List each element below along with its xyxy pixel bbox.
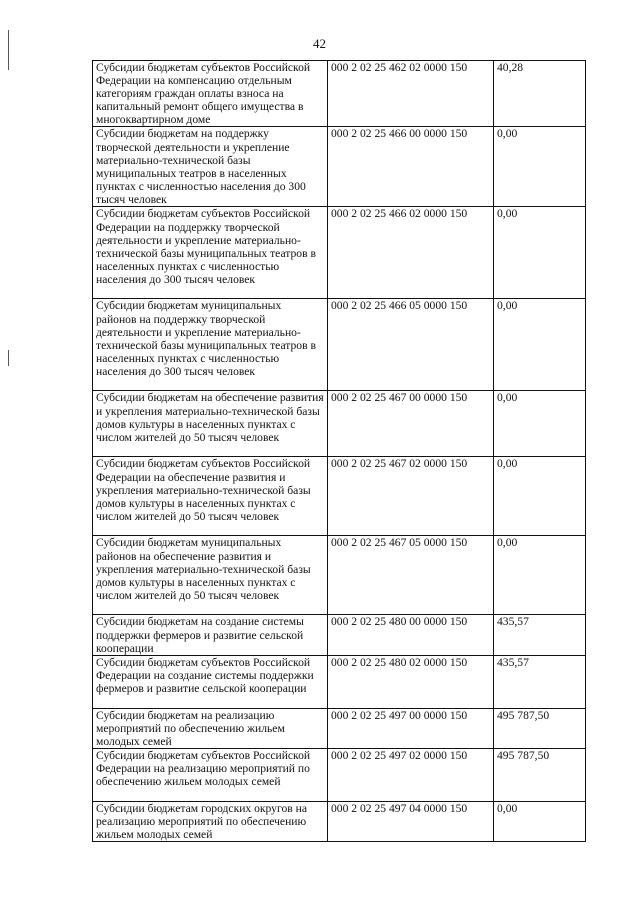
amount-cell: 0,00 (494, 536, 586, 615)
amount-cell: 0,00 (494, 802, 586, 842)
subsidy-name-cell: Субсидии бюджетам муниципальных районов на обеспечение развития и укрепления материально-технической базы домов культуры в населенных пунктах с числом жителей до 50 тысяч человек (93, 536, 328, 615)
table-row (93, 615, 586, 655)
scan-margin-mark (8, 350, 9, 366)
amount-cell: 0,00 (494, 391, 586, 457)
budget-code-cell: 000 2 02 25 480 00 0000 150 (328, 615, 494, 655)
subsidy-name-cell: Субсидии бюджетам на реализацию мероприятий по обеспечению жильем молодых семей (93, 708, 328, 748)
table-row (93, 457, 586, 536)
amount-cell: 495 787,50 (494, 749, 586, 802)
amount-cell: 0,00 (494, 127, 586, 207)
amount-cell: 435,57 (494, 655, 586, 708)
budget-code-cell: 000 2 02 25 467 05 0000 150 (328, 536, 494, 615)
budget-code-cell: 000 2 02 25 462 02 0000 150 (328, 61, 494, 127)
budget-code-cell: 000 2 02 25 467 00 0000 150 (328, 391, 494, 457)
subsidy-name-cell: Субсидии бюджетам субъектов Российской Федерации на компенсацию отдельным категориям граждан оплаты взноса на капитальный ремонт общего имущества в многоквартирном доме (93, 61, 328, 127)
budget-code-cell: 000 2 02 25 497 04 0000 150 (328, 802, 494, 842)
amount-cell: 0,00 (494, 299, 586, 391)
table-row (93, 127, 586, 207)
amount-cell: 495 787,50 (494, 708, 586, 748)
subsidy-name-cell: Субсидии бюджетам субъектов Российской Федерации на поддержку творческой деятельности и укрепление материально-технической базы муниципальных театров в населенных пунктах с численностью населения до 300 тысяч человек (93, 207, 328, 299)
table-row (93, 655, 586, 708)
amount-cell: 40,28 (494, 61, 586, 127)
table-row (93, 391, 586, 457)
table-row (93, 207, 586, 299)
budget-code-cell: 000 2 02 25 466 05 0000 150 (328, 299, 494, 391)
table-row (93, 708, 586, 748)
subsidy-name-cell: Субсидии бюджетам на обеспечение развития и укрепления материально-технической базы домов культуры в населенных пунктах с числом жителей до 50 тысяч человек (93, 391, 328, 457)
budget-code-cell: 000 2 02 25 480 02 0000 150 (328, 655, 494, 708)
table-row (93, 299, 586, 391)
amount-cell: 435,57 (494, 615, 586, 655)
subsidy-name-cell: Субсидии бюджетам на поддержку творческой деятельности и укрепление материально-технической базы муниципальных театров в населенных пунктах с численностью населения до 300 тысяч человек (93, 127, 328, 207)
subsidy-name-cell: Субсидии бюджетам городских округов на реализацию мероприятий по обеспечению жильем молодых семей (93, 802, 328, 842)
page-number: 42 (313, 36, 326, 51)
amount-cell: 0,00 (494, 457, 586, 536)
subsidy-name-cell: Субсидии бюджетам на создание системы поддержки фермеров и развитие сельской кооперации (93, 615, 328, 655)
table-row (93, 536, 586, 615)
subsidy-name-cell: Субсидии бюджетам субъектов Российской Федерации на реализацию мероприятий по обеспечению жильем молодых семей (93, 749, 328, 802)
table-row (93, 802, 586, 842)
subsidy-name-cell: Субсидии бюджетам муниципальных районов на поддержку творческой деятельности и укрепление материально-технической базы муниципальных театров в населенных пунктах с численностью населения до 300 тысяч человек (93, 299, 328, 391)
budget-code-cell: 000 2 02 25 466 00 0000 150 (328, 127, 494, 207)
table-row (93, 61, 586, 127)
budget-code-cell: 000 2 02 25 466 02 0000 150 (328, 207, 494, 299)
budget-code-cell: 000 2 02 25 497 00 0000 150 (328, 708, 494, 748)
table-row (93, 749, 586, 802)
budget-subsidies-table (92, 60, 586, 842)
subsidy-name-cell: Субсидии бюджетам субъектов Российской Федерации на создание системы поддержки фермеров и развитие сельской кооперации (93, 655, 328, 708)
budget-code-cell: 000 2 02 25 467 02 0000 150 (328, 457, 494, 536)
budget-code-cell: 000 2 02 25 497 02 0000 150 (328, 749, 494, 802)
subsidy-name-cell: Субсидии бюджетам субъектов Российской Федерации на обеспечение развития и укрепления материально-технической базы домов культуры в населенных пунктах с числом жителей до 50 тысяч человек (93, 457, 328, 536)
amount-cell: 0,00 (494, 207, 586, 299)
